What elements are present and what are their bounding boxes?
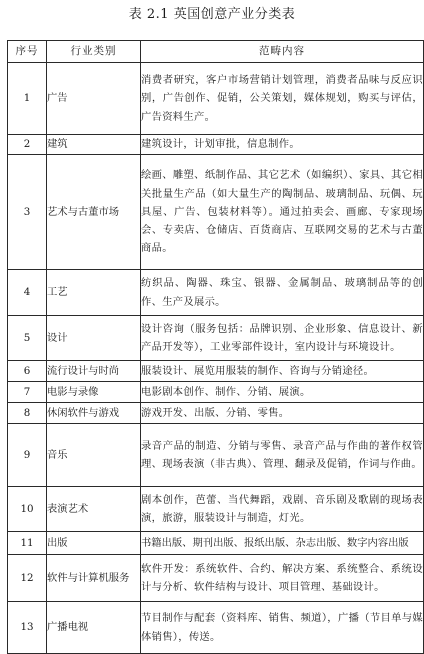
row-number: 2 — [8, 135, 47, 155]
row-description: 消费者研究，客户市场营销计划管理，消费者品味与反应识别，广告创作、促销，公关策划，媒体规划，购买与评估，广告资料生产。 — [141, 63, 424, 135]
row-description: 录音产品的制造、分销与零售、录音产品与作曲的著作权管理、现场表演（非古典）、管理、翻录及促销，作词与作曲。 — [141, 424, 424, 487]
row-industry: 广告 — [47, 63, 141, 135]
table-row — [8, 532, 424, 555]
table-row — [8, 487, 424, 532]
row-number: 10 — [8, 487, 47, 532]
row-number: 13 — [8, 602, 47, 654]
row-industry: 流行设计与时尚 — [47, 361, 141, 382]
header-serial-number: 序号 — [8, 41, 47, 63]
row-description: 电影剧本创作、制作、分销、展演。 — [141, 382, 424, 403]
table-row — [8, 361, 424, 382]
table-row — [8, 63, 424, 135]
row-description: 剧本创作，芭蕾、当代舞蹈，戏剧、音乐剧及歌剧的现场表演，旅游，服装设计与制造，灯光。 — [141, 487, 424, 532]
row-description: 游戏开发、出版、分销、零售。 — [141, 403, 424, 424]
row-industry: 建筑 — [47, 135, 141, 155]
row-description: 纺织品、陶器、珠宝、银器、金属制品、玻璃制品等的创作、生产及展示。 — [141, 270, 424, 316]
row-number: 11 — [8, 532, 47, 555]
row-industry: 广播电视 — [47, 602, 141, 654]
table-row — [8, 602, 424, 654]
row-industry: 设计 — [47, 316, 141, 361]
header-industry-category: 行业类别 — [47, 41, 141, 63]
row-number: 9 — [8, 424, 47, 487]
table-row — [8, 270, 424, 316]
creative-industry-table — [7, 40, 424, 654]
row-description: 设计咨询（服务包括：品牌识别、企业形象、信息设计、新产品开发等），工业零部件设计，室内设计与环境设计。 — [141, 316, 424, 361]
table-row — [8, 382, 424, 403]
table-row — [8, 555, 424, 602]
row-industry: 工艺 — [47, 270, 141, 316]
row-description: 节目制作与配套（资料库、销售、频道），广播（节目单与媒体销售），传送。 — [141, 602, 424, 654]
header-scope-content: 范畴内容 — [141, 41, 424, 63]
row-number: 7 — [8, 382, 47, 403]
row-description: 绘画、雕塑、纸制作品、其它艺术（如编织）、家具、其它相关批量生产品（如大量生产的陶制品、玻璃制品、玩偶、玩具屋、广告、包装材料等）。通过拍卖会、画廊、专家现场会、专卖店、仓储店、百货商店、互联网交易的艺术与古董商品。 — [141, 155, 424, 270]
table-row — [8, 424, 424, 487]
row-number: 8 — [8, 403, 47, 424]
table-header-row — [8, 41, 424, 63]
row-industry: 表演艺术 — [47, 487, 141, 532]
row-description: 建筑设计，计划审批，信息制作。 — [141, 135, 424, 155]
row-industry: 休闲软件与游戏 — [47, 403, 141, 424]
row-industry: 艺术与古董市场 — [47, 155, 141, 270]
row-industry: 音乐 — [47, 424, 141, 487]
row-number: 12 — [8, 555, 47, 602]
row-industry: 出版 — [47, 532, 141, 555]
table-row — [8, 155, 424, 270]
row-description: 书籍出版、期刊出版、报纸出版、杂志出版、数字内容出版 — [141, 532, 424, 555]
row-industry: 软件与计算机服务 — [47, 555, 141, 602]
row-number: 6 — [8, 361, 47, 382]
table-row — [8, 403, 424, 424]
row-number: 1 — [8, 63, 47, 135]
row-number: 5 — [8, 316, 47, 361]
table-title: 表 2.1 英国创意产业分类表 — [128, 7, 296, 22]
row-industry: 电影与录像 — [47, 382, 141, 403]
row-number: 4 — [8, 270, 47, 316]
row-description: 服装设计、展览用服装的制作、咨询与分销途径。 — [141, 361, 424, 382]
row-description: 软件开发：系统软件、合约、解决方案、系统整合、系统设计与分析、软件结构与设计、项目管理、基础设计。 — [141, 555, 424, 602]
table-row — [8, 135, 424, 155]
table-row — [8, 316, 424, 361]
row-number: 3 — [8, 155, 47, 270]
